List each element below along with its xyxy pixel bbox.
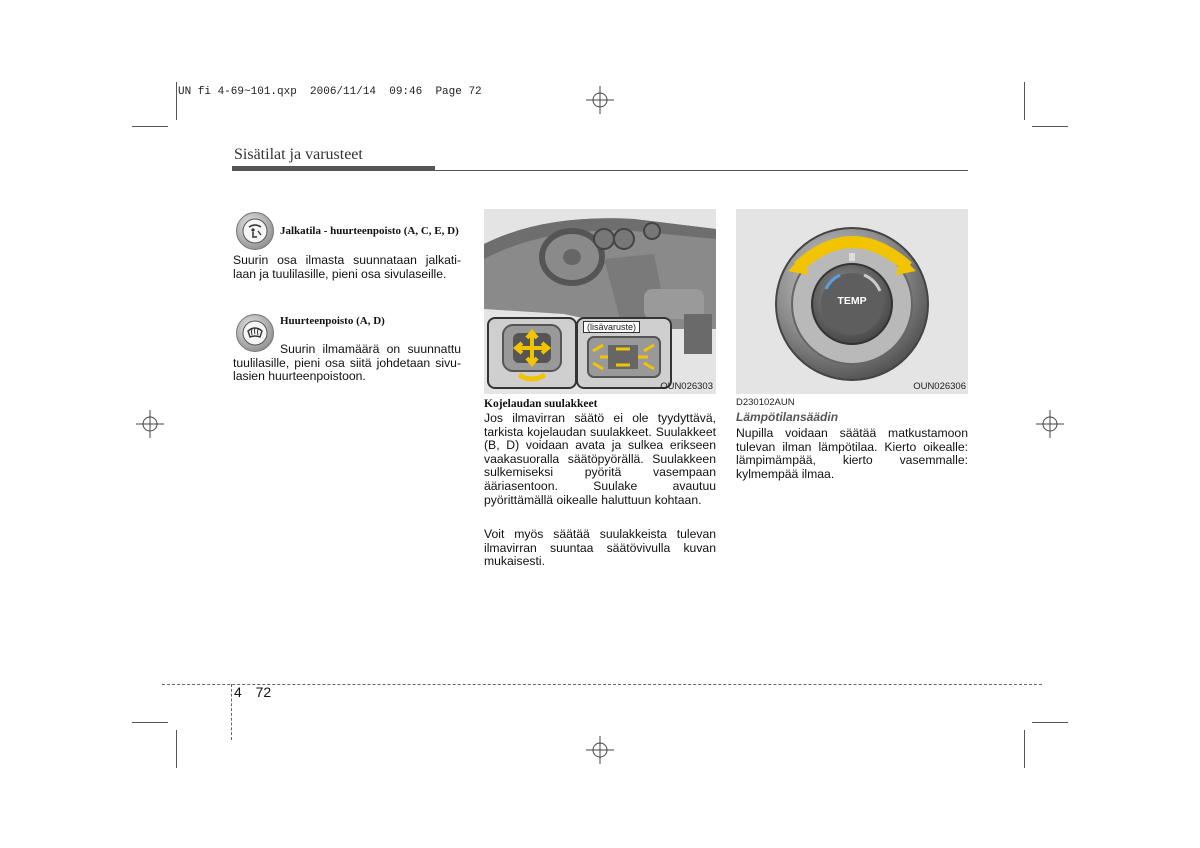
item-heading: Huurteenpoisto (A, D) bbox=[280, 315, 385, 327]
section-heading: Kojelaudan suulakkeet bbox=[484, 398, 598, 410]
dashboard-figure bbox=[484, 209, 716, 394]
registration-mark-icon bbox=[1036, 410, 1064, 438]
item-text: Suurin osa ilmasta suunnataan jalkati-laan ja tuulilasille, pieni osa sivulaseille. bbox=[233, 253, 461, 281]
body-paragraph: Jos ilmavirran säätö ei ole tyydyttävä, tarkista kojelaudan suulakkeet. Suulakkeet (B, D) voidaan avata ja sulkea erikseen vaakasuoralla säätöpyörällä. Suulakkeen sulkemiseksi pyöritä vasempaan ääriasentoon. Suulake avautuu pyörittämällä oikealle haluttuun kohtaan. bbox=[484, 411, 716, 507]
optional-label: (lisävaruste) bbox=[583, 321, 640, 333]
registration-mark-icon bbox=[586, 86, 614, 114]
registration-mark-icon bbox=[586, 736, 614, 764]
item-text: Suurin ilmamäärä on suunnattu tuulilasille, pieni osa siitä johdetaan sivu-lasien huurteenpoistoon. bbox=[233, 342, 461, 384]
vent-inset-round bbox=[487, 317, 577, 389]
footer-rule bbox=[162, 684, 1042, 685]
footer-divider bbox=[231, 684, 232, 740]
crop-mark bbox=[176, 730, 177, 768]
temperature-figure bbox=[736, 209, 968, 394]
crop-mark bbox=[132, 722, 168, 723]
figure-code: OUN026303 bbox=[660, 381, 713, 392]
print-slug: UN fi 4-69~101.qxp 2006/11/14 09:46 Page 72 bbox=[178, 86, 482, 98]
chapter-number: 4 bbox=[234, 684, 242, 700]
page-number bbox=[234, 684, 271, 700]
title-underline bbox=[232, 166, 435, 171]
body-paragraph: Nupilla voidaan säätää matkustamoon tulevan ilman lämpötilaa. Kierto oikealle: lämpimämpää, kierto vasemmalle: kylmempää ilmaa. bbox=[736, 426, 968, 481]
crop-mark bbox=[1024, 730, 1025, 768]
vent-inset-rectangular bbox=[576, 317, 672, 389]
body-paragraph: Voit myös säätää suulakkeista tulevan ilmavirran suuntaa säätövivulla kuvan mukaisesti. bbox=[484, 527, 716, 569]
registration-mark-icon bbox=[136, 410, 164, 438]
section-title: Sisätilat ja varusteet bbox=[234, 146, 363, 163]
floor-defrost-icon bbox=[236, 212, 274, 250]
crop-mark bbox=[1032, 722, 1068, 723]
page-number-value: 72 bbox=[255, 684, 272, 700]
knob-label: TEMP bbox=[837, 295, 867, 307]
crop-mark bbox=[1024, 82, 1025, 120]
figure-code: OUN026306 bbox=[913, 381, 966, 392]
item-heading: Jalkatila - huurteenpoisto (A, C, E, D) bbox=[280, 225, 459, 237]
crop-mark bbox=[1032, 126, 1068, 127]
subsection-heading: Lämpötilansäädin bbox=[736, 410, 839, 424]
crop-mark bbox=[176, 82, 177, 120]
reference-code: D230102AUN bbox=[736, 397, 795, 408]
title-rule bbox=[435, 170, 968, 171]
crop-mark bbox=[132, 126, 168, 127]
